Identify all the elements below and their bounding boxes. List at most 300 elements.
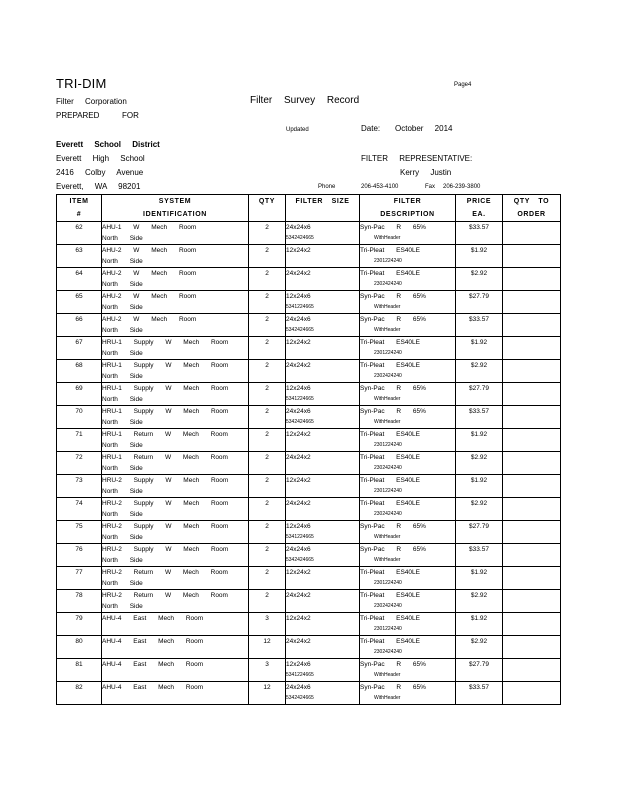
table-row [57, 636, 561, 659]
filter-type: Tri-Pleat ES40LE [360, 247, 420, 254]
filter-type-detail: WithHeader [374, 327, 401, 333]
system-line-1: HRU-1 Return W Mech Room [102, 454, 228, 461]
table-row [57, 567, 561, 590]
filter-description [360, 383, 456, 406]
filter-type: Tri-Pleat ES40LE [360, 615, 420, 622]
qty-to-order-cell[interactable] [503, 360, 561, 383]
item-number: 65 [57, 291, 102, 314]
system-identification [102, 383, 249, 406]
table-row [57, 337, 561, 360]
system-line-1: AHU-2 W Mech Room [102, 270, 197, 277]
system-line-1: AHU-4 East Mech Room [102, 684, 204, 691]
filter-type-detail: 2301224240 [374, 580, 402, 586]
qty-to-order-cell[interactable] [503, 544, 561, 567]
system-line-1: AHU-2 W Mech Room [102, 293, 197, 300]
quantity: 2 [249, 314, 286, 337]
filter-type-detail: WithHeader [374, 695, 401, 701]
date-label: Date: [361, 124, 381, 133]
filter-size-dims: 12x24x2 [286, 431, 311, 438]
quantity: 2 [249, 452, 286, 475]
filter-description [360, 498, 456, 521]
filter-size [286, 544, 360, 567]
qty-to-order-cell[interactable] [503, 429, 561, 452]
item-number: 80 [57, 636, 102, 659]
filter-size [286, 613, 360, 636]
filter-size-dims: 24x24x2 [286, 362, 311, 369]
item-number: 82 [57, 682, 102, 705]
price-each: $2.92 [456, 590, 503, 613]
fax-label: Fax [425, 184, 436, 190]
filter-description [360, 360, 456, 383]
filter-size [286, 291, 360, 314]
system-line-1: HRU-1 Supply W Mech Room [102, 362, 229, 369]
filter-size-dims: 12x24x6 [286, 661, 311, 668]
qty-to-order-cell[interactable] [503, 475, 561, 498]
filter-description [360, 245, 456, 268]
price-each: $1.92 [456, 567, 503, 590]
price-each: $27.79 [456, 659, 503, 682]
price-each: $33.57 [456, 222, 503, 245]
col-header-price: PRICE EA. [456, 195, 503, 222]
filter-size [286, 659, 360, 682]
system-line-2: North Side [102, 350, 143, 357]
qty-to-order-cell[interactable] [503, 406, 561, 429]
system-line-1: AHU-4 East Mech Room [102, 661, 204, 668]
item-number: 74 [57, 498, 102, 521]
filter-part-number: 5342424665 [286, 327, 314, 333]
filter-type-detail: 2301224240 [374, 258, 402, 264]
phone-number: 206-453-4100 [361, 184, 399, 190]
table-body [57, 222, 561, 705]
quantity: 2 [249, 521, 286, 544]
system-line-2: North Side [102, 442, 143, 449]
filter-type-detail: 2302424240 [374, 649, 402, 655]
table-row [57, 383, 561, 406]
filter-size [286, 590, 360, 613]
item-number: 76 [57, 544, 102, 567]
item-number: 68 [57, 360, 102, 383]
col-header-item: ITEM # [57, 195, 102, 222]
quantity: 3 [249, 659, 286, 682]
district-name: Everett School District [56, 140, 160, 149]
system-identification [102, 337, 249, 360]
filter-part-number: 5341224665 [286, 672, 314, 678]
system-line-2: North Side [102, 281, 143, 288]
filter-size-dims: 24x24x2 [286, 638, 311, 645]
system-identification [102, 429, 249, 452]
filter-type: Syn-Pac R 65% [360, 408, 426, 415]
filter-size [286, 429, 360, 452]
filter-size [286, 567, 360, 590]
qty-to-order-cell[interactable] [503, 659, 561, 682]
filter-description [360, 314, 456, 337]
filter-type-detail: WithHeader [374, 235, 401, 241]
filter-description [360, 682, 456, 705]
filter-part-number: 5341224665 [286, 396, 314, 402]
quantity: 2 [249, 383, 286, 406]
filter-size-dims: 12x24x6 [286, 293, 311, 300]
filter-size [286, 360, 360, 383]
quantity: 2 [249, 268, 286, 291]
filter-part-number: 5342424665 [286, 557, 314, 563]
filter-type: Tri-Pleat ES40LE [360, 270, 420, 277]
quantity: 12 [249, 682, 286, 705]
system-identification [102, 291, 249, 314]
price-each: $1.92 [456, 245, 503, 268]
filter-description [360, 222, 456, 245]
system-identification [102, 567, 249, 590]
col-header-qty: QTY [249, 195, 286, 222]
rep-name: Kerry Justin [400, 168, 452, 177]
page-title: Filter Survey Record [250, 95, 360, 106]
quantity: 3 [249, 613, 286, 636]
filter-size-dims: 12x24x2 [286, 247, 311, 254]
price-each: $2.92 [456, 452, 503, 475]
qty-to-order-cell[interactable] [503, 268, 561, 291]
filter-part-number: 5342424665 [286, 419, 314, 425]
quantity: 2 [249, 498, 286, 521]
date-value: October 2014 [395, 124, 453, 133]
table-row [57, 406, 561, 429]
filter-description [360, 291, 456, 314]
fax-number: 206-239-3800 [443, 184, 481, 190]
table-row [57, 360, 561, 383]
system-line-2: North Side [102, 373, 143, 380]
system-line-2: North Side [102, 327, 143, 334]
table-header-row [57, 195, 561, 222]
filter-type: Syn-Pac R 65% [360, 316, 426, 323]
table-row [57, 498, 561, 521]
filter-size-dims: 12x24x2 [286, 339, 311, 346]
qty-to-order-cell[interactable] [503, 383, 561, 406]
qty-to-order-cell[interactable] [503, 314, 561, 337]
filter-description [360, 590, 456, 613]
filter-size [286, 636, 360, 659]
updated-label: Updated [286, 127, 309, 133]
qty-to-order-cell[interactable] [503, 337, 561, 360]
filter-size-dims: 12x24x2 [286, 569, 311, 576]
price-each: $1.92 [456, 475, 503, 498]
filter-size-dims: 24x24x2 [286, 500, 311, 507]
filter-description [360, 544, 456, 567]
system-line-2: North Side [102, 511, 143, 518]
quantity: 2 [249, 544, 286, 567]
item-number: 70 [57, 406, 102, 429]
system-line-2: North Side [102, 465, 143, 472]
price-each: $2.92 [456, 498, 503, 521]
school-name: Everett High School [56, 154, 145, 163]
price-each: $1.92 [456, 613, 503, 636]
qty-to-order-cell[interactable] [503, 222, 561, 245]
system-line-1: HRU-2 Return W Mech Room [102, 569, 228, 576]
filter-type: Syn-Pac R 65% [360, 661, 426, 668]
qty-to-order-cell[interactable] [503, 590, 561, 613]
filter-size-dims: 12x24x2 [286, 477, 311, 484]
item-number: 75 [57, 521, 102, 544]
filter-type-detail: WithHeader [374, 557, 401, 563]
filter-description [360, 636, 456, 659]
price-each: $2.92 [456, 268, 503, 291]
filter-description [360, 452, 456, 475]
quantity: 2 [249, 475, 286, 498]
system-identification [102, 544, 249, 567]
qty-to-order-cell[interactable] [503, 452, 561, 475]
system-line-1: AHU-4 East Mech Room [102, 615, 204, 622]
filter-type: Tri-Pleat ES40LE [360, 454, 420, 461]
system-identification [102, 590, 249, 613]
filter-type-detail: 2301224240 [374, 442, 402, 448]
page-number: Page4 [454, 82, 472, 88]
item-number: 62 [57, 222, 102, 245]
filter-type: Syn-Pac R 65% [360, 224, 426, 231]
system-identification [102, 521, 249, 544]
price-each: $2.92 [456, 636, 503, 659]
quantity: 2 [249, 291, 286, 314]
system-identification [102, 222, 249, 245]
qty-to-order-cell[interactable] [503, 613, 561, 636]
company-line: Filter Corporation [56, 97, 127, 106]
filter-size [286, 682, 360, 705]
system-line-2: North Side [102, 488, 143, 495]
filter-type-detail: 2302424240 [374, 511, 402, 517]
system-line-1: HRU-1 Return W Mech Room [102, 431, 228, 438]
col-header-size: FILTER SIZE [286, 195, 360, 222]
filter-size-dims: 12x24x6 [286, 523, 311, 530]
system-line-1: HRU-1 Supply W Mech Room [102, 339, 229, 346]
filter-size [286, 475, 360, 498]
price-each: $33.57 [456, 406, 503, 429]
filter-survey-table [56, 194, 561, 705]
filter-type-detail: 2301224240 [374, 626, 402, 632]
table-row [57, 544, 561, 567]
system-line-2: North Side [102, 603, 143, 610]
quantity: 2 [249, 590, 286, 613]
qty-to-order-cell[interactable] [503, 498, 561, 521]
system-identification [102, 360, 249, 383]
system-line-2: North Side [102, 419, 143, 426]
filter-description [360, 475, 456, 498]
filter-size [286, 222, 360, 245]
filter-description [360, 613, 456, 636]
filter-type-detail: WithHeader [374, 304, 401, 310]
price-each: $33.57 [456, 544, 503, 567]
price-each: $1.92 [456, 337, 503, 360]
filter-size [286, 314, 360, 337]
system-line-1: AHU-2 W Mech Room [102, 316, 197, 323]
table-row [57, 245, 561, 268]
filter-type: Tri-Pleat ES40LE [360, 362, 420, 369]
filter-description [360, 429, 456, 452]
filter-size-dims: 24x24x2 [286, 454, 311, 461]
qty-to-order-cell[interactable] [503, 567, 561, 590]
phone-label: Phone [318, 184, 336, 190]
quantity: 2 [249, 567, 286, 590]
filter-size [286, 498, 360, 521]
system-line-1: HRU-2 Supply W Mech Room [102, 546, 229, 553]
system-line-1: AHU-1 W Mech Room [102, 224, 197, 231]
system-identification [102, 636, 249, 659]
table-row [57, 682, 561, 705]
quantity: 2 [249, 222, 286, 245]
filter-type: Tri-Pleat ES40LE [360, 638, 420, 645]
filter-type: Tri-Pleat ES40LE [360, 431, 420, 438]
system-line-1: HRU-2 Supply W Mech Room [102, 523, 229, 530]
item-number: 78 [57, 590, 102, 613]
filter-size-dims: 24x24x6 [286, 408, 311, 415]
qty-to-order-cell[interactable] [503, 636, 561, 659]
filter-size-dims: 24x24x6 [286, 224, 311, 231]
filter-description [360, 337, 456, 360]
filter-type: Tri-Pleat ES40LE [360, 477, 420, 484]
filter-size [286, 337, 360, 360]
quantity: 2 [249, 406, 286, 429]
item-number: 77 [57, 567, 102, 590]
city-address: Everett, WA 98201 [56, 182, 141, 191]
table-row [57, 613, 561, 636]
item-number: 79 [57, 613, 102, 636]
filter-size-dims: 24x24x6 [286, 546, 311, 553]
quantity: 2 [249, 337, 286, 360]
filter-part-number: 5341224665 [286, 534, 314, 540]
filter-type-detail: 2302424240 [374, 281, 402, 287]
item-number: 72 [57, 452, 102, 475]
item-number: 63 [57, 245, 102, 268]
table-row [57, 452, 561, 475]
filter-size [286, 521, 360, 544]
filter-part-number: 5342424665 [286, 695, 314, 701]
system-identification [102, 659, 249, 682]
filter-size-dims: 24x24x6 [286, 684, 311, 691]
prepared-label: PREPARED [56, 111, 100, 120]
filter-type: Syn-Pac R 65% [360, 293, 426, 300]
system-line-2: North Side [102, 557, 143, 564]
filter-description [360, 659, 456, 682]
item-number: 64 [57, 268, 102, 291]
qty-to-order-cell[interactable] [503, 521, 561, 544]
filter-size-dims: 12x24x6 [286, 385, 311, 392]
system-line-2: North Side [102, 580, 143, 587]
for-label: FOR [122, 111, 139, 120]
price-each: $27.79 [456, 383, 503, 406]
filter-part-number: 5341224665 [286, 304, 314, 310]
table-row [57, 291, 561, 314]
item-number: 67 [57, 337, 102, 360]
filter-type-detail: 2302424240 [374, 465, 402, 471]
item-number: 66 [57, 314, 102, 337]
table-row [57, 475, 561, 498]
quantity: 2 [249, 429, 286, 452]
price-each: $2.92 [456, 360, 503, 383]
filter-type: Tri-Pleat ES40LE [360, 569, 420, 576]
price-each: $27.79 [456, 291, 503, 314]
system-line-1: AHU-4 East Mech Room [102, 638, 204, 645]
filter-description [360, 406, 456, 429]
system-line-2: North Side [102, 235, 143, 242]
system-line-1: HRU-2 Supply W Mech Room [102, 477, 229, 484]
rep-label: FILTER REPRESENTATIVE: [361, 154, 473, 163]
system-line-1: HRU-1 Supply W Mech Room [102, 408, 229, 415]
filter-description [360, 521, 456, 544]
filter-type: Tri-Pleat ES40LE [360, 339, 420, 346]
filter-size-dims: 24x24x2 [286, 592, 311, 599]
filter-type: Syn-Pac R 65% [360, 546, 426, 553]
table-row [57, 429, 561, 452]
filter-part-number: 5342424665 [286, 235, 314, 241]
filter-type-detail: WithHeader [374, 534, 401, 540]
filter-type-detail: 2302424240 [374, 373, 402, 379]
system-identification [102, 498, 249, 521]
system-identification [102, 452, 249, 475]
filter-size [286, 452, 360, 475]
company-name: TRI-DIM [56, 76, 107, 91]
system-identification [102, 245, 249, 268]
table-row [57, 521, 561, 544]
item-number: 73 [57, 475, 102, 498]
system-identification [102, 406, 249, 429]
system-line-2: North Side [102, 258, 143, 265]
quantity: 2 [249, 360, 286, 383]
system-line-1: HRU-1 Supply W Mech Room [102, 385, 229, 392]
system-line-1: HRU-2 Supply W Mech Room [102, 500, 229, 507]
price-each: $33.57 [456, 314, 503, 337]
filter-size-dims: 12x24x2 [286, 615, 311, 622]
item-number: 69 [57, 383, 102, 406]
qty-to-order-cell[interactable] [503, 682, 561, 705]
filter-description [360, 268, 456, 291]
filter-size [286, 268, 360, 291]
filter-type: Syn-Pac R 65% [360, 684, 426, 691]
filter-description [360, 567, 456, 590]
filter-type-detail: WithHeader [374, 672, 401, 678]
system-line-1: HRU-2 Return W Mech Room [102, 592, 228, 599]
filter-type: Tri-Pleat ES40LE [360, 500, 420, 507]
system-line-2: North Side [102, 304, 143, 311]
filter-type: Tri-Pleat ES40LE [360, 592, 420, 599]
item-number: 81 [57, 659, 102, 682]
filter-type-detail: 2302424240 [374, 603, 402, 609]
qty-to-order-cell[interactable] [503, 245, 561, 268]
system-identification [102, 613, 249, 636]
street-address: 2416 Colby Avenue [56, 168, 144, 177]
filter-type-detail: WithHeader [374, 419, 401, 425]
system-identification [102, 682, 249, 705]
col-header-order: QTY TO ORDER [503, 195, 561, 222]
quantity: 2 [249, 245, 286, 268]
table-row [57, 222, 561, 245]
filter-type-detail: WithHeader [374, 396, 401, 402]
system-identification [102, 475, 249, 498]
filter-type: Syn-Pac R 65% [360, 385, 426, 392]
price-each: $33.57 [456, 682, 503, 705]
qty-to-order-cell[interactable] [503, 291, 561, 314]
filter-type-detail: 2301224240 [374, 350, 402, 356]
col-header-system: SYSTEM IDENTIFICATION [102, 195, 249, 222]
item-number: 71 [57, 429, 102, 452]
system-line-2: North Side [102, 396, 143, 403]
filter-size-dims: 24x24x2 [286, 270, 311, 277]
system-line-1: AHU-2 W Mech Room [102, 247, 197, 254]
system-identification [102, 268, 249, 291]
price-each: $27.79 [456, 521, 503, 544]
filter-size [286, 406, 360, 429]
filter-type-detail: 2301224240 [374, 488, 402, 494]
table-row [57, 314, 561, 337]
price-each: $1.92 [456, 429, 503, 452]
col-header-description: FILTER DESCRIPTION [360, 195, 456, 222]
system-line-2: North Side [102, 534, 143, 541]
table-row [57, 268, 561, 291]
filter-size [286, 383, 360, 406]
